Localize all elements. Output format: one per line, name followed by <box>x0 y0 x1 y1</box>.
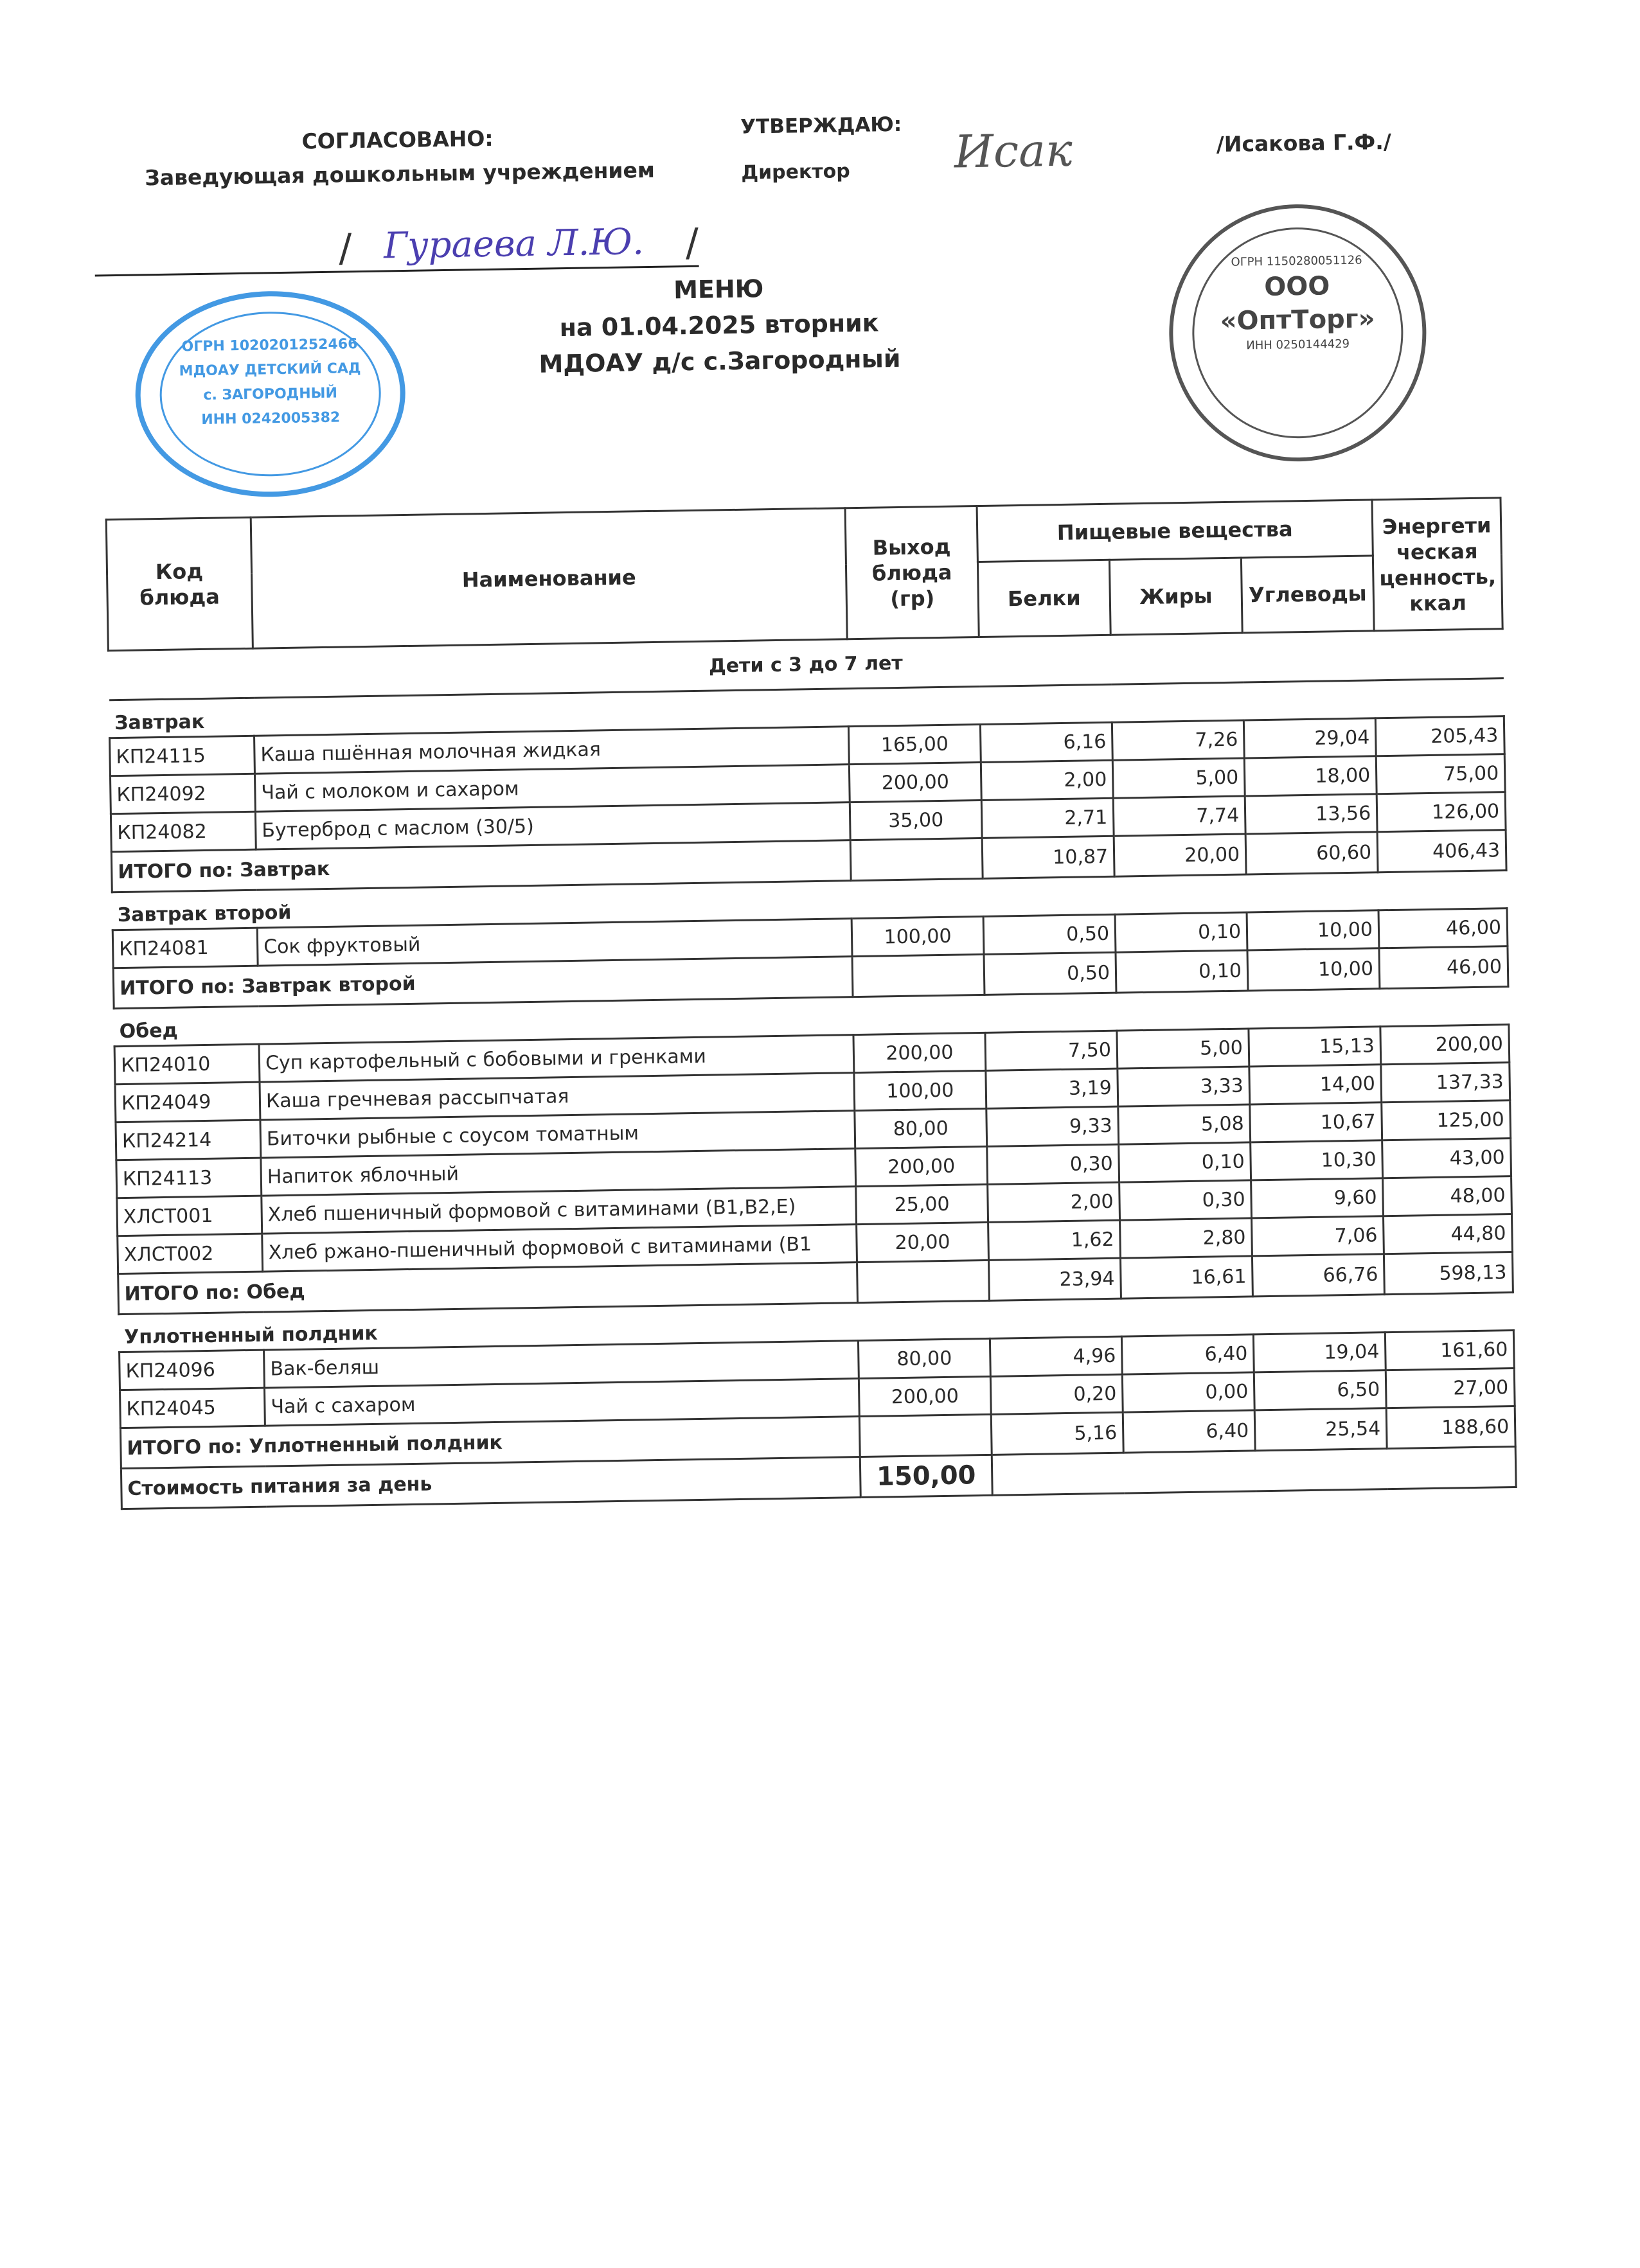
dish-carbs: 19,04 <box>1253 1333 1386 1372</box>
dish-yield: 100,00 <box>854 1070 986 1110</box>
dish-yield: 200,00 <box>855 1146 988 1186</box>
dish-name: Каша гречневая рассыпчатая <box>260 1073 855 1121</box>
dish-fats: 0,10 <box>1119 1142 1251 1182</box>
section-title: Уплотненный полдник <box>123 1322 379 1349</box>
dish-name: Бутерброд с маслом (30/5) <box>255 802 850 850</box>
dish-name: Биточки рыбные с соусом томатным <box>260 1111 855 1158</box>
dish-energy: 48,00 <box>1383 1176 1512 1216</box>
dish-name: Сок фруктовый <box>257 919 852 966</box>
header-proteins: Белки <box>977 560 1110 637</box>
dish-carbs: 14,00 <box>1249 1065 1382 1104</box>
dish-carbs: 10,67 <box>1250 1103 1382 1142</box>
dish-energy: 75,00 <box>1376 754 1505 794</box>
dish-carbs: 18,00 <box>1244 756 1377 796</box>
section-title: Обед <box>119 1019 179 1043</box>
agreed-role: Заведующая дошкольным учреждением <box>145 157 655 191</box>
dish-carbs: 7,06 <box>1252 1216 1384 1256</box>
dish-energy: 125,00 <box>1382 1101 1511 1140</box>
page-title <box>442 267 997 384</box>
stamp-line: с. ЗАГОРОДНЫЙ <box>203 385 338 403</box>
total-fats: 6,40 <box>1123 1410 1255 1453</box>
stamp-line: «ОптТорг» <box>1220 304 1375 337</box>
header-code: Код блюда <box>106 517 253 651</box>
total-yield-empty <box>857 1260 990 1302</box>
dish-energy: 126,00 <box>1377 792 1506 832</box>
dish-proteins: 9,33 <box>986 1106 1119 1146</box>
dish-carbs: 10,00 <box>1247 910 1379 950</box>
dish-name: Суп картофельный с бобовыми и гренками <box>259 1035 854 1083</box>
total-fats: 16,61 <box>1120 1256 1252 1298</box>
dish-yield: 25,00 <box>856 1184 988 1224</box>
total-carbs: 66,76 <box>1252 1254 1384 1297</box>
dish-yield: 165,00 <box>848 724 981 764</box>
header-carbs: Углеводы <box>1241 556 1374 633</box>
approve-title: УТВЕРЖДАЮ: <box>740 112 902 139</box>
menu-body <box>108 629 1516 1509</box>
stamp-ogrn: ОГРН 1150280051126 <box>1231 253 1362 269</box>
header-name: Наименование <box>251 508 847 649</box>
total-carbs: 10,00 <box>1247 948 1380 991</box>
dish-proteins: 2,00 <box>981 760 1113 800</box>
total-fats: 0,10 <box>1116 950 1248 993</box>
dish-fats: 0,00 <box>1122 1372 1254 1412</box>
daily-cost-label: Стоимость питания за день <box>121 1457 860 1509</box>
header-nutrients: Пищевые вещества <box>977 500 1373 562</box>
approve-block <box>740 113 903 184</box>
stamp-text <box>1172 251 1422 355</box>
total-carbs: 60,60 <box>1245 832 1378 874</box>
stamp-line: МДОАУ ДЕТСКИЙ САД <box>179 360 361 380</box>
dish-code: ХЛСТ001 <box>117 1196 262 1236</box>
total-label: ИТОГО по: Завтрак <box>111 840 851 892</box>
kindergarten-stamp <box>134 289 407 499</box>
total-energy: 46,00 <box>1379 946 1508 989</box>
header-fats: Жиры <box>1109 558 1242 635</box>
signature-line <box>94 214 699 277</box>
dish-energy: 200,00 <box>1380 1025 1510 1065</box>
approve-role: Директор <box>741 160 851 184</box>
stamp-ogrn: ОГРН 1020201252466 <box>181 336 358 355</box>
dish-yield: 200,00 <box>859 1376 991 1416</box>
dish-proteins: 0,30 <box>987 1144 1119 1184</box>
dish-yield: 100,00 <box>851 916 984 956</box>
total-energy: 598,13 <box>1384 1252 1513 1295</box>
dish-proteins: 1,62 <box>988 1220 1121 1260</box>
dish-fats: 2,80 <box>1120 1218 1252 1258</box>
agreed-block <box>144 123 655 190</box>
stamp-text <box>139 332 400 433</box>
stamp-inn: ИНН 0242005382 <box>201 409 341 428</box>
dish-carbs: 15,13 <box>1249 1027 1381 1067</box>
total-proteins: 5,16 <box>991 1412 1123 1455</box>
dish-code: КП24049 <box>115 1082 260 1122</box>
total-proteins: 23,94 <box>988 1258 1121 1300</box>
dish-code: КП24214 <box>116 1120 261 1160</box>
dish-code: КП24045 <box>120 1388 265 1428</box>
dish-yield: 80,00 <box>858 1338 990 1378</box>
dish-proteins: 2,71 <box>981 798 1114 838</box>
dish-code: КП24115 <box>110 736 255 776</box>
dish-name: Хлеб ржано-пшеничный формовой с витаминами (В1 <box>262 1225 857 1272</box>
dish-name: Чай с молоком и сахаром <box>254 765 850 812</box>
dish-fats: 6,40 <box>1121 1334 1254 1374</box>
dish-energy: 44,80 <box>1384 1214 1513 1254</box>
total-label: ИТОГО по: Уплотненный полдник <box>120 1417 860 1469</box>
dish-fats: 7,74 <box>1113 796 1245 836</box>
signature-slash: / <box>338 226 352 271</box>
dish-yield: 80,00 <box>855 1108 987 1148</box>
stamp-line: ООО <box>1263 271 1330 302</box>
dish-energy: 205,43 <box>1375 716 1504 756</box>
title-institution: МДОАУ д/с с.Загородный <box>539 344 901 378</box>
total-yield-empty <box>852 954 985 997</box>
menu-table <box>105 497 1517 1510</box>
dish-carbs: 29,04 <box>1243 718 1376 758</box>
dish-fats: 5,08 <box>1118 1104 1251 1144</box>
title-line: МЕНЮ <box>673 274 764 305</box>
dish-name: Чай с сахаром <box>264 1379 859 1426</box>
dish-carbs: 9,60 <box>1251 1178 1384 1218</box>
total-label: ИТОГО по: Завтрак второй <box>113 957 853 1009</box>
header-energy: Энергети ческая ценность, ккал <box>1372 498 1502 631</box>
dish-name: Хлеб пшеничный формовой с витаминами (В1,В2,Е) <box>262 1187 857 1234</box>
supplier-stamp <box>1167 202 1428 463</box>
dish-name: Каша пшённая молочная жидкая <box>254 727 850 774</box>
dish-name: Напиток яблочный <box>261 1149 856 1196</box>
total-proteins: 0,50 <box>984 952 1116 995</box>
agreed-title: СОГЛАСОВАНО: <box>301 125 494 154</box>
total-carbs: 25,54 <box>1254 1408 1387 1451</box>
dish-energy: 46,00 <box>1378 908 1508 948</box>
dish-code: КП24113 <box>116 1158 262 1198</box>
dish-proteins: 0,20 <box>990 1374 1123 1414</box>
dish-yield: 20,00 <box>857 1222 989 1262</box>
dish-yield: 200,00 <box>853 1032 986 1072</box>
dish-fats: 0,30 <box>1119 1180 1252 1220</box>
dish-carbs: 10,30 <box>1251 1140 1383 1180</box>
total-fats: 20,00 <box>1114 834 1246 876</box>
title-date: на 01.04.2025 вторник <box>559 308 879 342</box>
dish-proteins: 7,50 <box>985 1031 1118 1070</box>
dish-code: ХЛСТ002 <box>118 1234 263 1274</box>
dish-code: КП24010 <box>114 1044 260 1085</box>
dish-fats: 0,10 <box>1115 912 1247 952</box>
dish-proteins: 0,50 <box>983 914 1116 954</box>
dish-energy: 161,60 <box>1385 1331 1514 1370</box>
dish-carbs: 6,50 <box>1254 1370 1386 1410</box>
dish-carbs: 13,56 <box>1245 794 1377 834</box>
dish-code: КП24092 <box>110 774 255 814</box>
dish-code: КП24096 <box>120 1350 265 1390</box>
dish-yield: 35,00 <box>850 800 982 840</box>
dish-fats: 7,26 <box>1112 720 1244 760</box>
stamp-inn: ИНН 0250144429 <box>1246 337 1350 353</box>
dish-code: КП24082 <box>111 811 256 852</box>
total-energy: 406,43 <box>1377 830 1506 873</box>
dish-proteins: 3,19 <box>986 1068 1118 1108</box>
age-group: Дети с 3 до 7 лет <box>108 629 1503 700</box>
total-energy: 188,60 <box>1386 1406 1515 1449</box>
dish-energy: 27,00 <box>1386 1369 1515 1408</box>
total-yield-empty <box>850 838 983 880</box>
dish-fats: 3,33 <box>1118 1067 1250 1106</box>
approver-name: /Исакова Г.Ф./ <box>1216 128 1392 157</box>
dish-yield: 200,00 <box>849 762 981 802</box>
daily-cost-empty <box>992 1447 1516 1496</box>
signature-slash: / <box>685 220 699 266</box>
section-title: Завтрак <box>114 710 205 734</box>
total-yield-empty <box>859 1414 992 1457</box>
total-proteins: 10,87 <box>982 836 1114 878</box>
agreed-signature: Гураева Л.Ю. <box>383 221 645 267</box>
dish-name: Вак-беляш <box>264 1341 859 1388</box>
section-title: Завтрак второй <box>117 901 292 926</box>
director-signature: Исак <box>954 123 1073 179</box>
dish-energy: 137,33 <box>1381 1063 1510 1103</box>
dish-fats: 5,00 <box>1117 1029 1249 1068</box>
dish-fats: 5,00 <box>1112 758 1245 798</box>
total-label: ИТОГО по: Обед <box>118 1262 858 1315</box>
dish-energy: 43,00 <box>1382 1138 1511 1178</box>
header-yield: Выход блюда (гр) <box>845 506 979 639</box>
dish-code: КП24081 <box>112 928 258 968</box>
dish-proteins: 6,16 <box>980 722 1112 762</box>
dish-proteins: 4,96 <box>990 1336 1122 1376</box>
dish-proteins: 2,00 <box>988 1182 1120 1222</box>
daily-cost-value: 150,00 <box>860 1455 992 1497</box>
